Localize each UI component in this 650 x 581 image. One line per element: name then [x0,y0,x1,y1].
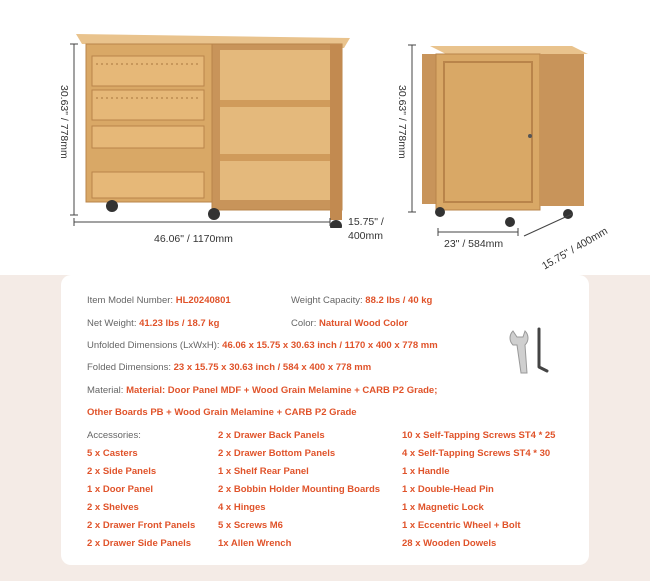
tools-icon [507,323,555,379]
product-image-area [0,0,650,275]
open-width-label: 46.06" / 1170mm [154,233,233,245]
specifications-card [61,275,589,565]
folded-width-label: 23" / 584mm [444,238,504,250]
dimension-lines [0,0,650,275]
color-row: Color: Natural Wood Color [291,318,409,329]
accessory-item: 1 x Door Panel [87,484,153,495]
accessory-item: 2 x Side Panels [87,466,157,477]
material-row: Material: Material: Door Panel MDF + Wood Grain Melamine + CARB P2 Grade; [87,385,438,396]
accessory-item: 5 x Casters [87,448,138,459]
color-value: Natural Wood Color [318,318,409,329]
accessory-item: 5 x Screws M6 [218,520,283,531]
net-weight-row: Net Weight: 41.23 lbs / 18.7 kg [87,318,220,329]
material-value-line1: Material: Door Panel MDF + Wood Grain Melamine + CARB P2 Grade; [126,385,438,396]
accessory-item: 10 x Self-Tapping Screws ST4 * 25 [402,430,556,441]
item-model-value: HL20240801 [175,295,231,306]
accessory-item: 2 x Shelves [87,502,139,513]
folded-dimensions-row: Folded Dimensions: 23 x 15.75 x 30.63 inch / 584 x 400 x 778 mm [87,362,372,373]
accessory-item: 4 x Self-Tapping Screws ST4 * 30 [402,448,551,459]
accessory-item: 2 x Drawer Back Panels [218,430,325,441]
accessory-item: 1 x Eccentric Wheel + Bolt [402,520,521,531]
net-weight-value: 41.23 lbs / 18.7 kg [139,318,220,329]
accessories-heading: Accessories: [87,430,141,441]
open-depth-label-line2: 400mm [348,230,384,242]
folded-height-label: 30.63" / 778mm [396,85,408,159]
unfolded-dimensions-row: Unfolded Dimensions (LxWxH): 46.06 x 15.75 x 30.63 inch / 1170 x 400 x 778 mm [87,340,438,351]
material-row-line2 [87,407,357,418]
accessory-item: 2 x Drawer Side Panels [87,538,192,549]
accessory-item: 1 x Double-Head Pin [402,484,494,495]
folded-depth-label: 15.75" / 400mm [540,225,610,273]
accessory-item: 2 x Drawer Bottom Panels [218,448,336,459]
open-depth-label-line1: 15.75" / [348,216,384,228]
accessory-item: 1x Allen Wrench [218,538,292,549]
weight-capacity-value: 88.2 lbs / 40 kg [365,295,433,306]
accessory-item: 2 x Bobbin Holder Mounting Boards [218,484,381,495]
accessory-item: 4 x Hinges [218,502,266,513]
accessory-item: 1 x Shelf Rear Panel [218,466,309,477]
accessory-item: 2 x Drawer Front Panels [87,520,196,531]
accessory-item: 1 x Magnetic Lock [402,502,484,513]
material-value-line2: Other Boards PB + Wood Grain Melamine + CARB P2 Grade [87,407,357,418]
accessory-item: 1 x Handle [402,466,450,477]
unfolded-dimensions-value: 46.06 x 15.75 x 30.63 inch / 1170 x 400 x 778 mm [222,340,438,351]
folded-dimensions-value: 23 x 15.75 x 30.63 inch / 584 x 400 x 778 mm [173,362,372,373]
open-height-label: 30.63" / 778mm [58,85,70,159]
item-model-row: Item Model Number: HL20240801 [87,295,231,306]
accessory-item: 28 x Wooden Dowels [402,538,497,549]
weight-capacity-row: Weight Capacity: 88.2 lbs / 40 kg [291,295,433,306]
